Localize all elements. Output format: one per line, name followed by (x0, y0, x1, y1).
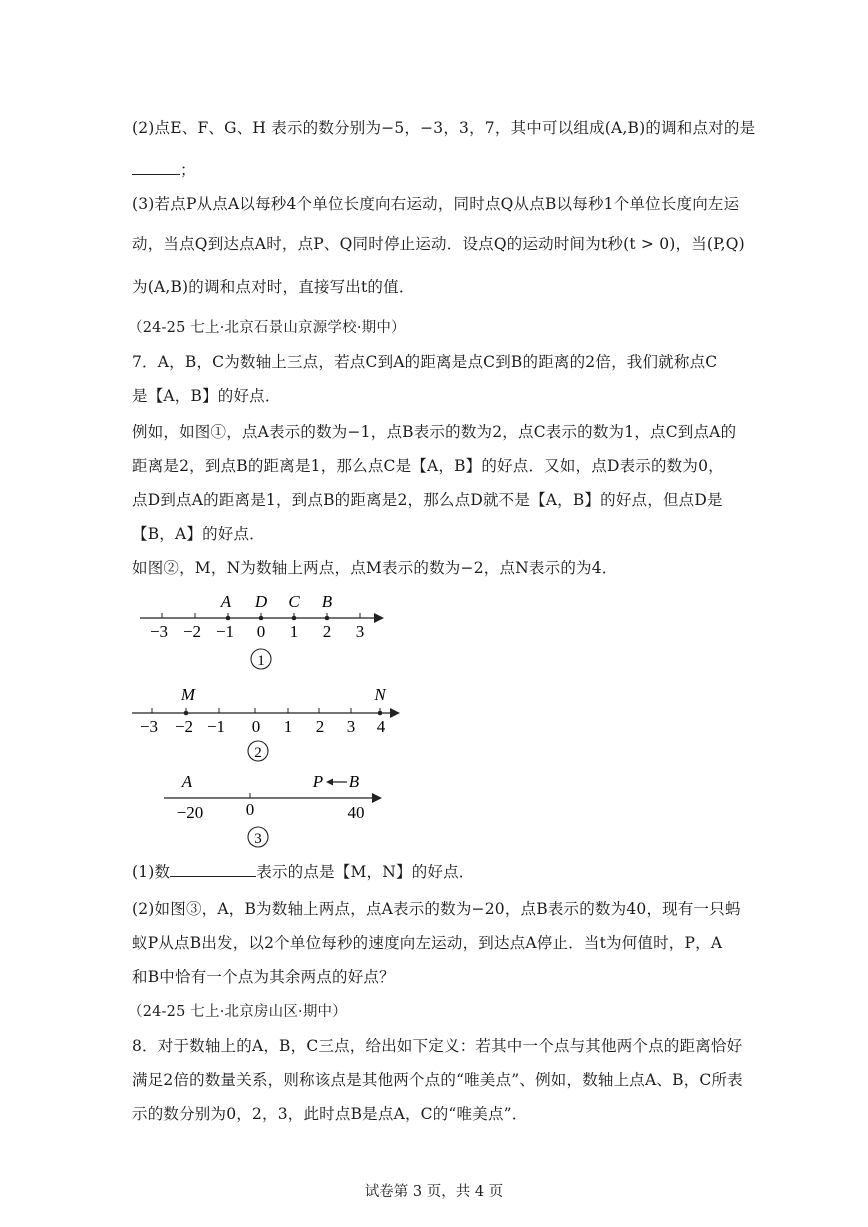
answer-blank[interactable] (170, 862, 256, 877)
source-label-2: （24-25 七上·北京房山区·期中） (128, 1004, 347, 1020)
fig2-tick-label: 1 (283, 717, 293, 736)
q8-line1: 8．对于数轴上的A，B，C三点，给出如下定义：若其中一个点与其他两个点的距离恰好 (132, 1037, 743, 1055)
fig3-tick-label: 40 (347, 803, 365, 822)
fig1-tick-label: 0 (256, 622, 266, 641)
q7-part2-line1: (2)如图③，A，B为数轴上两点，点A表示的数为−20，点B表示的数为40，现有一只蚂 (132, 900, 741, 918)
q7-part1-prefix: (1)数 (132, 863, 171, 881)
fig3-caption-digit: 3 (254, 831, 262, 847)
q7-line4: 距离是2，到点B的距离是1，那么点C是【A，B】的好点．又如，点D表示的数为0， (132, 457, 724, 475)
fig1-tick-label: 1 (289, 622, 299, 641)
fig1-point-label: A (220, 592, 232, 611)
point-n-dot (378, 711, 383, 716)
q8-line2: 满足2倍的数量关系，则称该点是其他两个点的“唯美点”、例如，数轴上点A、B，C所表 (132, 1071, 743, 1089)
point-c-dot (292, 616, 297, 621)
fig2-tick-label: 2 (315, 717, 325, 736)
fig2-tick-label: 4 (376, 717, 386, 736)
fig2-tick-label: −3 (139, 717, 159, 736)
fig1-point-label: D (254, 592, 268, 611)
fig3-point-label: P (312, 772, 324, 791)
fig1-tick-label: −3 (149, 622, 169, 641)
q7-line7: 如图②，M，N为数轴上两点，点M表示的数为−2，点N表示的为4． (132, 559, 618, 577)
source-label-1: （24-25 七上·北京石景山京源学校·期中） (128, 320, 406, 336)
q6-part3-line2: 动，当点Q到达点A时，点P、Q同时停止运动．设点Q的运动时间为t秒(t > 0)，当(P,Q) (132, 235, 745, 253)
fig2-point-label: N (374, 685, 386, 704)
figure-1-number-line (130, 590, 390, 672)
q7-part2-line2: 蚁P从点B出发，以2个单位每秒的速度向左运动，到达点A停止．当t为何值时，P，A (132, 934, 723, 952)
fig1-tick-label: −1 (215, 622, 235, 641)
fig2-tick-label: −2 (174, 717, 194, 736)
fig3-tick-label: 0 (245, 800, 255, 819)
fig1-point-label: B (321, 592, 333, 611)
fig2-tick-label: 0 (251, 717, 261, 736)
point-d-dot (259, 616, 264, 621)
q6-part3-line1: (3)若点P从点A以每秒4个单位长度向右运动，同时点Q从点B以每秒1个单位长度向左运 (132, 195, 740, 213)
point-b-dot (325, 616, 330, 621)
q7-line1: 7．A，B，C为数轴上三点，若点C到A的距离是点C到B的距离的2倍，我们就称点C (132, 353, 718, 371)
q6-part3-line3: 为(A,B)的调和点对时，直接写出t的值． (132, 278, 415, 296)
q6-part2-answer (132, 160, 196, 180)
q7-part2-line3: 和B中恰有一个点为其余两点的好点？ (132, 968, 395, 986)
fig1-point-label: C (288, 592, 300, 611)
figure-2-number-line (128, 682, 408, 764)
q8-line3: 示的数分别为0，2，3，此时点B是点A，C的“唯美点”． (132, 1105, 528, 1123)
fig1-tick-label: 3 (355, 622, 365, 641)
fig1-caption-digit: 1 (257, 653, 265, 669)
q7-line2: 是【A，B】的好点． (132, 387, 281, 405)
q6-part2-text: (2)点E、F、G、H 表示的数分别为−5，−3，3，7，其中可以组成(A,B)的调和点对的是 (132, 119, 756, 137)
figure-3-number-line (160, 770, 390, 850)
q7-line5: 点D到点A的距离是1，到点B的距离是2，那么点D就不是【A，B】的好点，但点D是 (132, 491, 723, 509)
fig2-point-label: M (180, 685, 196, 704)
semicolon: ； (180, 161, 196, 179)
point-m-dot (184, 711, 189, 716)
q7-part1 (132, 862, 475, 882)
fig2-caption-digit: 2 (254, 745, 262, 761)
page-footer: 试卷第 3 页，共 4 页 (364, 1184, 504, 1200)
q7-line6: 【B，A】的好点． (132, 525, 265, 543)
fig3-tick-label: −20 (176, 803, 204, 822)
fig2-tick-label: 3 (346, 717, 356, 736)
fig3-point-label: A (181, 772, 193, 791)
fig2-tick-label: −1 (206, 717, 226, 736)
point-a-dot (226, 616, 231, 621)
q7-line3: 例如，如图①，点A表示的数为−1，点B表示的数为2，点C表示的数为1，点C到点A的 (132, 423, 737, 441)
q7-part1-suffix: 表示的点是【M，N】的好点． (256, 863, 475, 881)
fig3-point-label: B (348, 772, 360, 791)
answer-blank[interactable] (132, 160, 180, 175)
fig1-tick-label: 2 (322, 622, 332, 641)
fig1-tick-label: −2 (182, 622, 202, 641)
